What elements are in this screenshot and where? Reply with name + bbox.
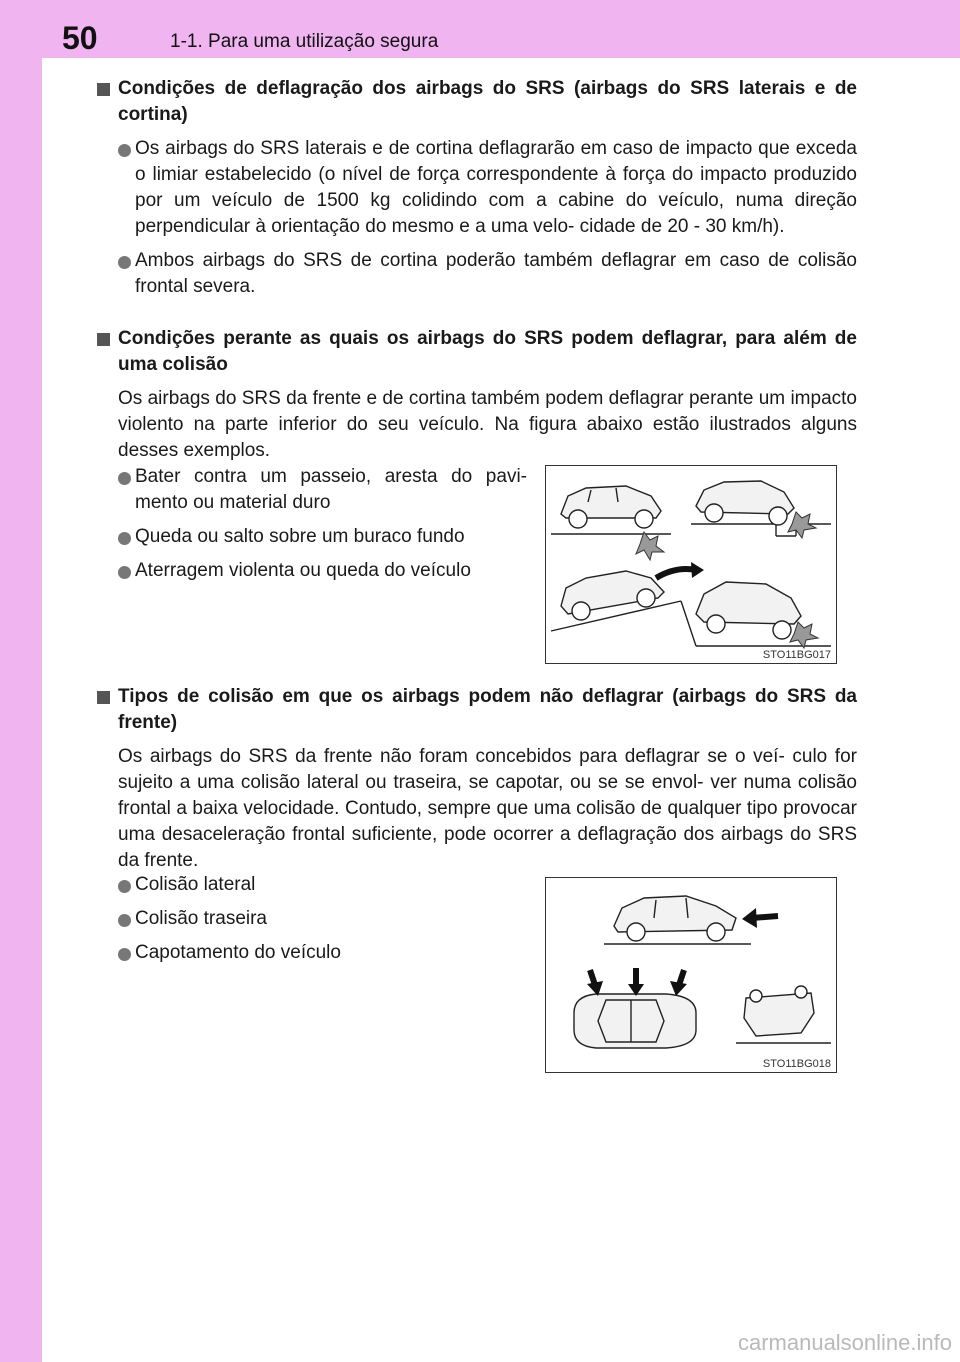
- round-bullet-icon: [118, 880, 131, 893]
- section-3-heading: Tipos de colisão em que os airbags podem não deflagrar (airbags do SRS da frente): [97, 684, 857, 736]
- section-1: [97, 76, 857, 300]
- square-bullet-icon: [97, 691, 110, 704]
- car-impact-illustration: [546, 466, 836, 663]
- page-number: 50: [62, 20, 98, 56]
- section-3-list: [97, 872, 527, 966]
- round-bullet-icon: [118, 566, 131, 579]
- list-item: Aterragem violenta ou queda do veículo: [97, 558, 527, 584]
- list-item: Capotamento do veículo: [97, 940, 527, 966]
- collision-types-illustration: [546, 878, 836, 1072]
- section-2: [97, 326, 857, 464]
- round-bullet-icon: [118, 948, 131, 961]
- figure-code: STO11BG018: [762, 1058, 831, 1070]
- section-3-paragraph: Os airbags do SRS da frente não foram concebidos para deflagrar se o veí- culo for sujeito a uma colisão lateral ou traseira, se capotar, ou se se envol- ver numa colisão frontal a baixa velocidade. Contudo, sempre que uma colisão de qualquer tipo provocar uma desaceleração frontal suficiente, pode ocorrer a deflagração dos airbags do SRS da frente.: [118, 746, 857, 871]
- figure-code: STO11BG017: [762, 649, 831, 661]
- round-bullet-icon: [118, 472, 131, 485]
- figure-undercarriage-impacts: [545, 465, 837, 664]
- watermark: carmanualsonline.info: [737, 1330, 952, 1355]
- list-item: Queda ou salto sobre um buraco fundo: [97, 524, 527, 550]
- list-item: Colisão lateral: [97, 872, 527, 898]
- section-3: [97, 684, 857, 874]
- section-title: 1-1. Para uma utilização segura: [170, 31, 439, 52]
- section-2-list: [97, 464, 527, 584]
- round-bullet-icon: [118, 914, 131, 927]
- square-bullet-icon: [97, 333, 110, 346]
- page-sidebar: [0, 0, 42, 1362]
- list-item: Bater contra um passeio, aresta do pavi- mento ou material duro: [97, 464, 527, 516]
- page-header-bar: [0, 0, 960, 58]
- section-2-heading: Condições perante as quais os airbags do SRS podem deflagrar, para além de uma colisão: [97, 326, 857, 378]
- list-item: Os airbags do SRS laterais e de cortina deflagrarão em caso de impacto que exceda o limiar estabelecido (o nível de força correspondente à força do impacto produzido por um veículo de 1500 kg colidindo com a cabine do veículo, numa direção perpendicular à orientação do mesmo e a uma velo- cidade de 20 - 30 km/h).: [97, 136, 857, 240]
- figure-non-deployment-collisions: [545, 877, 837, 1073]
- list-item: Ambos airbags do SRS de cortina poderão também deflagrar em caso de colisão frontal severa.: [97, 248, 857, 300]
- round-bullet-icon: [118, 256, 131, 269]
- round-bullet-icon: [118, 532, 131, 545]
- round-bullet-icon: [118, 144, 131, 157]
- square-bullet-icon: [97, 83, 110, 96]
- section-2-paragraph: Os airbags do SRS da frente e de cortina também podem deflagrar perante um impacto violento na parte inferior do seu veículo. Na figura abaixo estão ilustrados alguns desses exemplos.: [118, 388, 857, 461]
- list-item: Colisão traseira: [97, 906, 527, 932]
- section-1-heading: Condições de deflagração dos airbags do SRS (airbags do SRS laterais e de cortina): [97, 76, 857, 128]
